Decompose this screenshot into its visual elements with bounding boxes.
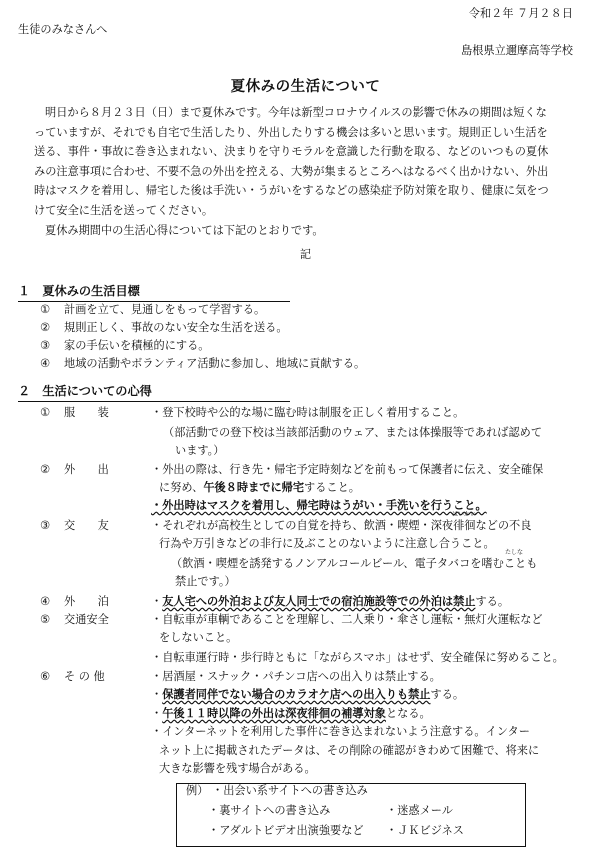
text-plain: に努め、 xyxy=(159,481,204,494)
rule-line: 大きな影響を残す場合がある。 xyxy=(159,762,316,775)
example-item: ・迷惑メール xyxy=(386,804,453,817)
rule-line xyxy=(151,689,464,700)
ki-mark: 記 xyxy=(299,248,312,261)
text-plain: する。 xyxy=(430,688,465,701)
rule-number: ③ xyxy=(40,519,51,532)
rule-line xyxy=(159,482,360,493)
overnight-ban-emphasis: 友人宅への外泊および友人同士での宿泊施設等での外泊は禁止 xyxy=(162,595,476,608)
rule-label: 服 装 xyxy=(64,406,109,419)
text-plain: ・ xyxy=(151,707,163,720)
curfew-emphasis: 午後８時までに帰宅 xyxy=(203,481,305,494)
rule-line: ・自転車運行時・歩行時ともに「ながらスマホ」はせず、安全確保に努めること。 xyxy=(151,651,564,664)
rule-line: 禁止です。） xyxy=(175,575,236,588)
goal-number: ① xyxy=(40,303,51,316)
rule-line: （部活動での登下校は当該部活動のウェア、または体操服等であれば認めて xyxy=(163,426,543,439)
rule-label: 交通安全 xyxy=(64,613,109,626)
rule-line: 行為や万引きなどの非行に及ぶことのないように注意し合うこと。 xyxy=(159,537,495,550)
goal-number: ③ xyxy=(40,339,51,352)
rule-line: ・自転車が車輌であることを理解し、二人乗り・傘さし運転・無灯火運転など xyxy=(151,613,543,626)
goal-number: ② xyxy=(40,321,51,334)
rule-line: （飲酒・喫煙を誘発するノンアルコールビール、電子タバコを嗜むことも xyxy=(171,557,538,570)
intro-line: 送る、事件・事故に巻き込まれない、決まりを守りモラルを意識した行動を取る、などのいつもの夏休 xyxy=(34,145,549,159)
section2-heading: ２ 生活についての心得 xyxy=(18,384,152,398)
rule-number: ⑤ xyxy=(40,613,51,626)
late-night-emphasis: 午後１１時以降の外出は深夜徘徊の補導対象 xyxy=(162,707,386,720)
ruby-haikai: はいかい xyxy=(452,511,477,518)
text-plain: すること。 xyxy=(304,481,360,494)
rule-number: ① xyxy=(40,406,51,419)
rule-line: います。） xyxy=(175,444,225,457)
text-plain: ・ xyxy=(151,688,163,701)
section2-underline xyxy=(18,401,290,402)
example-item: ・ＪＫビジネス xyxy=(386,824,464,837)
rule-label: 交 友 xyxy=(64,519,109,532)
section1-heading: １ 夏休みの生活目標 xyxy=(18,284,140,298)
goal-text: 規則正しく、事故のない安全な生活を送る。 xyxy=(64,321,288,334)
karaoke-ban-emphasis: 保護者同伴でない場合のカラオケ店への出入りも禁止 xyxy=(162,688,431,701)
rule-line xyxy=(151,708,431,719)
rule-number: ② xyxy=(40,463,51,476)
intro-line: 時はマスクを着用し、帰宅した後は手洗い・うがいをするなどの感染症予防対策を取り、健康に気をつ xyxy=(34,184,549,198)
section1-underline xyxy=(18,301,290,302)
rule-line: ・それぞれが高校生としての自覚を持ち、飲酒・喫煙・深夜徘徊などの不良 xyxy=(151,519,532,532)
intro-paragraph xyxy=(34,103,582,240)
ruby-tashina: たしな xyxy=(505,549,524,556)
example-item: ・裏サイトへの書き込み xyxy=(208,804,331,817)
rule-line xyxy=(151,596,509,607)
rule-number: ⑥ xyxy=(40,670,51,683)
goal-number: ④ xyxy=(40,357,51,370)
intro-line: けて安全に生活を送ってください。 xyxy=(34,203,214,217)
intro-line: 明日から８月２３日（日）まで夏休みです。今年は新型コロナウイルスの影響で休みの期間は短くな xyxy=(45,106,547,119)
document-date: 令和２年 ７月２８日 xyxy=(468,7,573,20)
text-plain: となる。 xyxy=(385,707,431,720)
rule-label: 外 泊 xyxy=(64,595,109,608)
rule-line: ・居酒屋・スナック・パチンコ店への出入りは禁止する。 xyxy=(151,670,441,683)
document-title: 夏休みの生活について xyxy=(230,79,381,95)
rule-line: ・登下校時や公的な場に臨む時は制服を正しく着用すること。 xyxy=(151,406,465,419)
school-name: 島根県立邇摩高等学校 xyxy=(461,44,573,57)
example-label: 例） xyxy=(186,784,209,797)
text-plain: する。 xyxy=(475,595,510,608)
goal-text: 計画を立て、見通しをもって学習する。 xyxy=(64,303,266,316)
text-plain: ・ xyxy=(151,595,163,608)
example-item: ・出会い系サイトへの書き込み xyxy=(212,784,368,797)
goal-text: 地域の活動やボランティア活動に参加し、地域に貢献する。 xyxy=(64,357,366,370)
rule-label: そ の 他 xyxy=(64,670,105,683)
rule-line: ・外出の際は、行き先・帰宅予定時刻などを前もって保護者に伝え、安全確保 xyxy=(151,463,544,476)
intro-line: みの注意事項に合わせ、不要不急の外出を控える、大勢が集まるところへはなるべく出かけない、外出 xyxy=(34,164,549,178)
rule-line: ・インターネットを利用した事件に巻き込まれないよう注意する。インター xyxy=(151,725,530,738)
intro-line: 夏休み期間中の生活心得については下記のとおりです。 xyxy=(45,223,324,237)
addressee: 生徒のみなさんへ xyxy=(18,23,108,36)
rule-number: ④ xyxy=(40,595,51,608)
mask-rule-emphasis: ・外出時はマスクを着用し、帰宅時はうがい・手洗いを行うこと。 xyxy=(151,499,487,512)
intro-line: っていますが、それでも自宅で生活したり、外出したりする機会は多いと思います。規則正しい生活を xyxy=(34,125,548,139)
example-item: ・アダルトビデオ出演強要など xyxy=(208,824,364,837)
rule-label: 外 出 xyxy=(64,463,109,476)
goal-text: 家の手伝いを積極的にする。 xyxy=(64,339,210,352)
rule-line: をしないこと。 xyxy=(159,631,238,644)
rule-line: ネット上に掲載されたデータは、その削除の確認がきわめて困難で、将来に xyxy=(159,744,540,757)
